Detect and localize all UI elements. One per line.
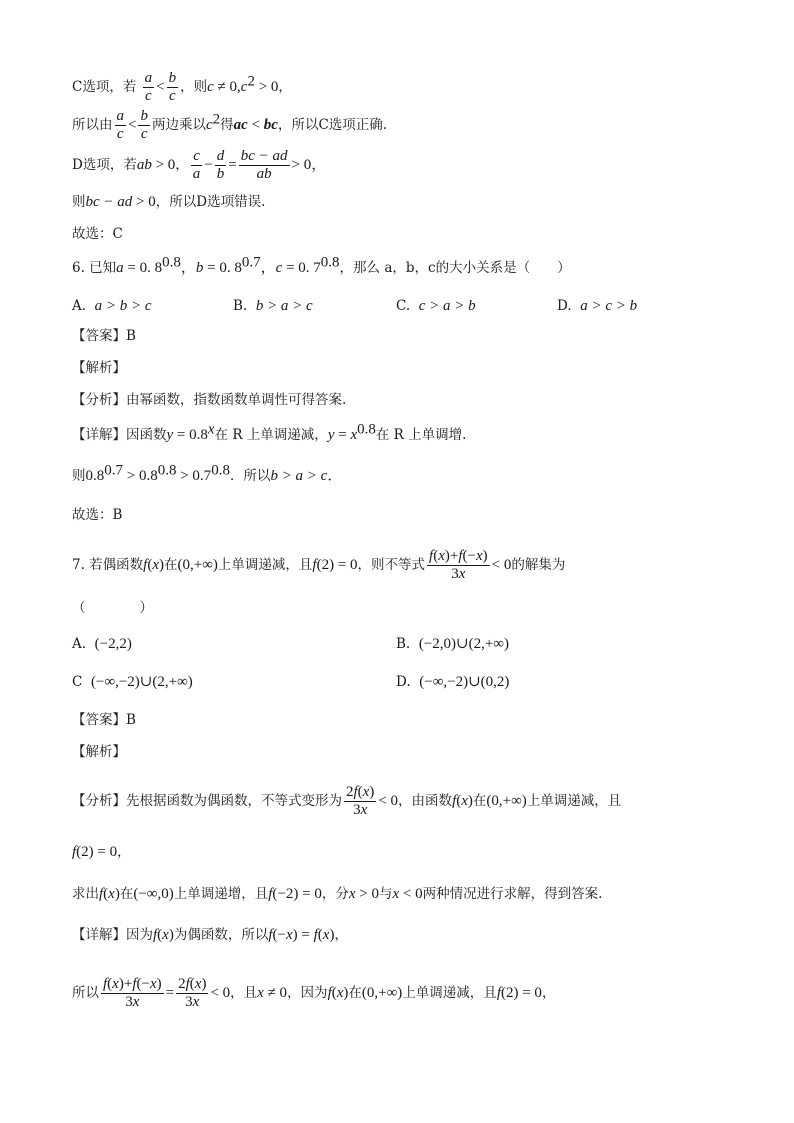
fraction-b-over-c: $\frac{b}{c}$: [168, 70, 177, 104]
text: A.: [72, 636, 87, 652]
q7-fenxi-cont2: 求出f(x)在(−∞,0)上单调递增，且f(−2) = 0，分x > 0与x < 0两种情况进行求解，得到答案.: [72, 886, 603, 902]
text: ，且: [230, 985, 258, 1001]
text: ，所以C选项正确.: [277, 117, 388, 133]
fraction-inequality: $\frac{f(x)+f(-x)}{3x}$: [429, 548, 488, 582]
text: D.: [396, 674, 411, 690]
text: ，由函数: [398, 793, 453, 809]
q6-fenxi: [72, 390, 346, 410]
text: C: [72, 674, 83, 690]
text-line-d-conclusion: 则bc − ad > 0，所以D选项错误.: [72, 194, 266, 210]
text: 的解集为: [511, 557, 566, 573]
text: 在 R 上单调增.: [375, 427, 467, 443]
text: 先根据函数为偶函数，不等式变形为: [126, 793, 342, 809]
q6-option-b: B. b > a > c: [233, 298, 313, 314]
text: 两种情况进行求解，得到答案.: [422, 886, 603, 902]
fraction-d-over-b: $\frac{d}{b}$: [216, 148, 225, 182]
text: 由幂函数，指数函数单调性可得答案.: [126, 392, 347, 408]
fraction-2fx-over-3x: $\frac{2f(x)}{3x}$: [178, 976, 207, 1010]
q7-fenxi-cont: f(2) = 0，: [72, 844, 131, 860]
text: B.: [396, 636, 411, 652]
text: 与: [378, 886, 393, 902]
q7-fenxi: 【分析】先根据函数为偶函数，不等式变形为 $\frac{2f(x)}{3x}$ < 0，由函数f(x)在(0,+∞)上单调递减，且: [72, 784, 622, 818]
text: ，则不等式: [357, 557, 426, 573]
text: B.: [233, 298, 248, 314]
text: 所以: [72, 985, 99, 1001]
q7-xiangjie: 【详解】因为f(x)为偶函数，所以f(−x) = f(x)，: [72, 927, 348, 943]
q7-option-d: D. (−∞,−2)∪(0,2): [396, 674, 510, 690]
text: 因函数: [126, 427, 167, 443]
text: D选项，若: [72, 157, 137, 173]
q7-option-c: C (−∞,−2)∪(2,+∞): [72, 674, 193, 690]
text: A.: [72, 298, 87, 314]
q6-option-a: A. a > b > c: [72, 298, 152, 314]
text: C选项，若: [72, 79, 137, 95]
text: 上单调递减，且: [402, 985, 497, 1001]
text: ，那么 a，b，c的大小关系是（ ）: [339, 260, 571, 276]
text: 7. 若偶函数: [72, 557, 144, 573]
text: 得: [220, 117, 234, 133]
text-line-multiply: 所以由 $\frac{a}{c}$ < $\frac{b}{c}$ 两边乘以$c^2$得ac < bc，所以C选项正确.: [72, 108, 388, 142]
text: 上单调递减，且: [526, 793, 622, 809]
text: 上单调递减，且: [217, 557, 313, 573]
text: 在: [119, 886, 134, 902]
text: ，: [175, 157, 189, 173]
text: 上单调递增，且: [173, 886, 269, 902]
text: ，分: [321, 886, 349, 902]
q7-option-a: A. (−2,2): [72, 636, 132, 652]
q6-option-c: C. c > a > b: [396, 298, 476, 314]
text: ，: [117, 844, 131, 860]
text: 【分析】: [72, 793, 126, 809]
text: 【详解】: [72, 427, 126, 443]
text-line-d-option: D选项，若ab > 0， $\frac{c}{a}$ − $\frac{d}{b}$ = $\frac{bc - ad}{ab}$ > 0，: [72, 148, 327, 182]
q6-choice: 故选：B: [72, 507, 123, 523]
answer-choice-c: 故选：C: [72, 226, 123, 242]
text: ．所以: [229, 468, 271, 484]
text: ，所以D选项错误.: [155, 194, 266, 210]
text: D.: [557, 298, 572, 314]
fraction-sum: $\frac{f(x)+f(-x)}{3x}$: [103, 976, 162, 1010]
text: 【详解】: [72, 927, 126, 943]
q6-answer: 【答案】B: [72, 328, 136, 344]
text: 【分析】: [72, 392, 126, 408]
q7-analysis-heading: 【解析】: [72, 744, 126, 760]
q6-option-d: D. a > c > b: [557, 298, 638, 314]
q7-xiangjie-cont: 所以 $\frac{f(x)+f(-x)}{3x}$ = $\frac{2f(x)}{3x}$ < 0，且x ≠ 0，因为f(x)在(0,+∞)上单调递减，且f(2) = 0，: [72, 976, 556, 1010]
text: 则: [72, 194, 86, 210]
q6-comparison: 则$0.8^{0.7} > 0.8^{0.8} > 0.7^{0.8}$．所以b > a > c．: [72, 462, 343, 484]
text: 所以由: [72, 117, 113, 133]
text-line-c-option: C选项，若 $\frac{a}{c}$ < $\frac{b}{c}$ ，则$c \ne 0,c^2 > 0$，: [72, 70, 292, 104]
text: 在 R 上单调递减，: [214, 427, 328, 443]
fraction-b-over-c: $\frac{b}{c}$: [140, 108, 148, 142]
fraction-a-over-c: $\frac{a}{c}$: [116, 108, 124, 142]
fraction-2fx-over-3x: $\frac{2f(x)}{3x}$: [346, 784, 375, 818]
text: C.: [396, 298, 411, 314]
text: 为偶函数，所以: [173, 927, 269, 943]
text: 在: [348, 985, 362, 1001]
text: 则: [72, 468, 86, 484]
question-6-stem: 6. 已知a = 0. $8^{0.8}$，b = 0. $8^{0.7}$，c = 0. $7^{0.8}$，那么 a，b，c的大小关系是（ ）: [72, 254, 571, 276]
text: 两边乘以: [151, 117, 206, 133]
text: ，: [278, 79, 292, 95]
q7-answer: 【答案】B: [72, 712, 136, 728]
text: 因为: [126, 927, 153, 943]
q6-xiangjie: 【详解】因函数$y = 0.8^x$在 R 上单调递减，$y = x^{0.8}$在 R 上单调增.: [72, 421, 467, 443]
text: ，则: [180, 79, 208, 95]
q6-analysis-heading: 【解析】: [72, 360, 126, 376]
question-7-stem: 7. 若偶函数f(x)在(0,+∞)上单调递减，且f(2) = 0，则不等式 $\frac{f(x)+f(-x)}{3x}$ < 0的解集为: [72, 548, 566, 582]
text: 求出: [72, 886, 99, 902]
text: 6. 已知: [72, 260, 117, 276]
text: ，因为: [287, 985, 328, 1001]
text: 在: [472, 793, 487, 809]
text: 在: [164, 557, 178, 573]
text: ，: [541, 985, 556, 1001]
fraction-c-over-a: $\frac{c}{a}$: [192, 148, 201, 182]
q7-paren: （ ）: [72, 600, 153, 616]
text: ，: [334, 927, 348, 943]
fraction-bc-ad-over-ab: $\frac{bc - ad}{ab}$: [240, 148, 288, 182]
q7-option-b: B. (−2,0)∪(2,+∞): [396, 636, 509, 652]
fraction-a-over-c: $\frac{a}{c}$: [144, 70, 153, 104]
